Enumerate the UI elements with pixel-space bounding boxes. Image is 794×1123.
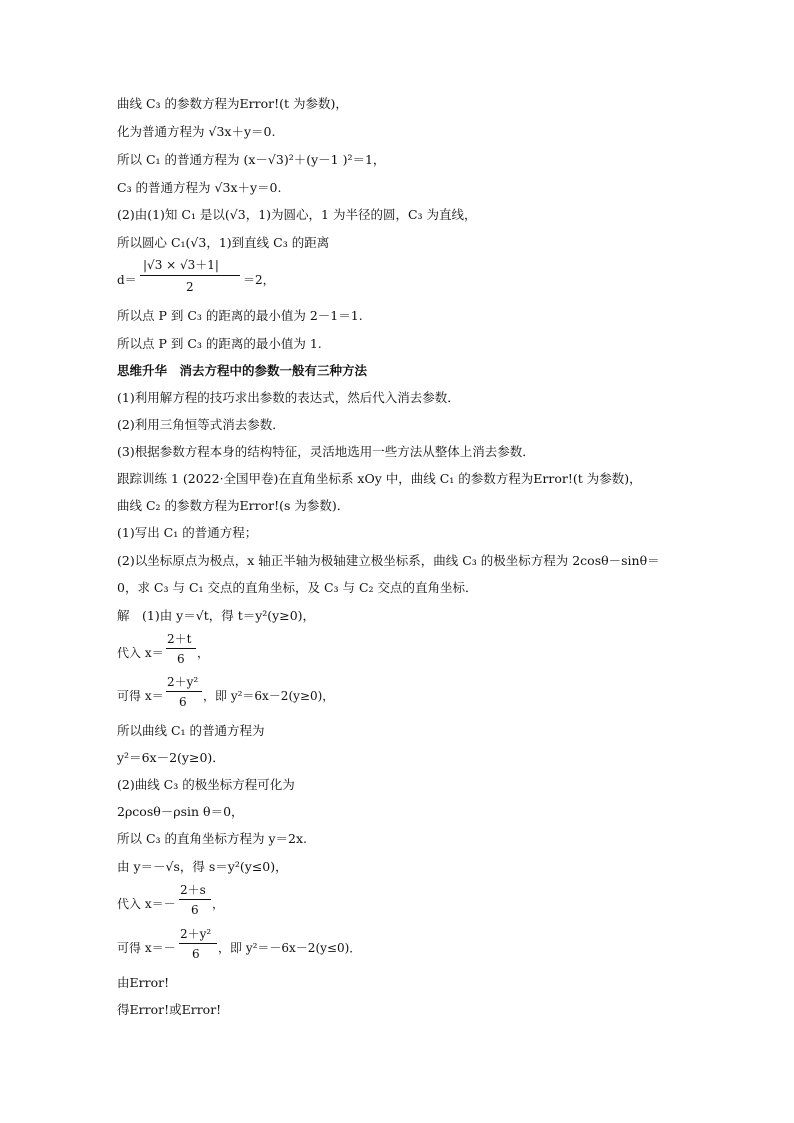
fraction-bar <box>166 691 202 692</box>
formula-denominator: 6 <box>177 652 185 666</box>
section-heading: 思维升华 消去方程中的参数一般有三种方法 <box>117 363 368 378</box>
formula-suffix: ， <box>197 646 210 660</box>
text-line-22: 所以曲线 C₁ 的普通方程为 <box>117 723 265 738</box>
text-line-6: 所以圆心 C₁(√3，1)到直线 C₃ 的距离 <box>117 235 330 250</box>
formula-numerator: 2＋s <box>180 883 206 897</box>
fraction-bar <box>179 943 217 944</box>
fraction-bar <box>140 275 240 276</box>
fraction-bar <box>179 899 211 900</box>
fraction-bar <box>166 648 196 649</box>
text-line-24: (2)曲线 C₃ 的极坐标方程可化为 <box>117 777 295 792</box>
exercise-title: 跟踪训练 1 (2022·全国甲卷)在直角坐标系 xOy 中，曲线 C₁ 的参数方程为Error!(t 为参数)， <box>117 471 642 486</box>
formula-denominator: 6 <box>191 903 199 917</box>
text-line-26: 所以 C₃ 的直角坐标方程为 y＝2x. <box>117 831 308 846</box>
formula-numerator: |√3 × √3＋1| <box>143 258 219 272</box>
text-line-12: (2)利用三角恒等式消去参数． <box>117 417 285 432</box>
formula-prefix: 代入 x＝ <box>117 646 164 660</box>
text-line-23: y²＝6x－2(y≥0)． <box>117 750 225 765</box>
formula-numerator: 2＋y² <box>180 927 212 941</box>
formula-prefix: 可得 x＝－ <box>117 941 176 955</box>
formula-prefix: 代入 x＝－ <box>117 897 176 911</box>
text-line-4: C₃ 的普通方程为 √3x＋y＝0. <box>117 180 282 195</box>
text-line-2: 化为普通方程为 √3x＋y＝0. <box>117 124 276 139</box>
formula-denominator: 2 <box>186 280 194 294</box>
text-line-31: 得Error!或Error! <box>117 1002 222 1017</box>
formula-denominator: 6 <box>179 695 187 709</box>
formula-suffix: ，即 y²＝－6x－2(y≤0)． <box>218 941 362 955</box>
formula-numerator: 2＋t <box>167 632 192 646</box>
text-line-30: 由Error! <box>117 975 170 990</box>
formula-numerator: 2＋y² <box>167 675 199 689</box>
solution-start: 解 (1)由 y＝√t，得 t＝y²(y≥0)， <box>117 608 316 623</box>
text-line-11: (1)利用解方程的技巧求出参数的表达式，然后代入消去参数． <box>117 390 460 405</box>
text-line-8: 所以点 P 到 C₃ 的距离的最小值为 2－1＝1. <box>117 308 363 323</box>
text-line-3: 所以 C₁ 的普通方程为 (x－√3)²＋(y－1 )²＝1， <box>117 152 386 167</box>
formula-suffix: ， <box>212 897 225 911</box>
text-line-15: 曲线 C₂ 的参数方程为Error!(s 为参数)． <box>117 498 350 513</box>
text-line-9: 所以点 P 到 C₃ 的距离的最小值为 1. <box>117 336 322 351</box>
formula-suffix: ，即 y²＝6x－2(y≥0)， <box>203 689 335 703</box>
text-line-13: (3)根据参数方程本身的结构特征，灵活地选用一些方法从整体上消去参数． <box>117 444 535 459</box>
formula-denominator: 6 <box>192 947 200 961</box>
text-line-25: 2ρcosθ－ρsin θ＝0， <box>117 804 244 819</box>
formula-prefix: 可得 x＝ <box>117 689 164 703</box>
text-line-27: 由 y＝－√s，得 s＝y²(y≤0)， <box>117 859 288 874</box>
text-line-1: 曲线 C₃ 的参数方程为Error!(t 为参数)， <box>117 96 348 111</box>
formula-suffix: ＝2， <box>243 273 275 287</box>
text-line-18: 0，求 C₃ 与 C₁ 交点的直角坐标，及 C₃ 与 C₂ 交点的直角坐标． <box>117 580 478 595</box>
text-line-17: (2)以坐标原点为极点，x 轴正半轴为极轴建立极坐标系，曲线 C₃ 的极坐标方程为 2cosθ－sinθ＝ <box>117 553 660 568</box>
text-line-5: (2)由(1)知 C₁ 是以(√3，1)为圆心，1 为半径的圆，C₃ 为直线， <box>117 207 477 222</box>
text-line-16: (1)写出 C₁ 的普通方程； <box>117 525 258 540</box>
formula-prefix: d＝ <box>117 273 137 287</box>
